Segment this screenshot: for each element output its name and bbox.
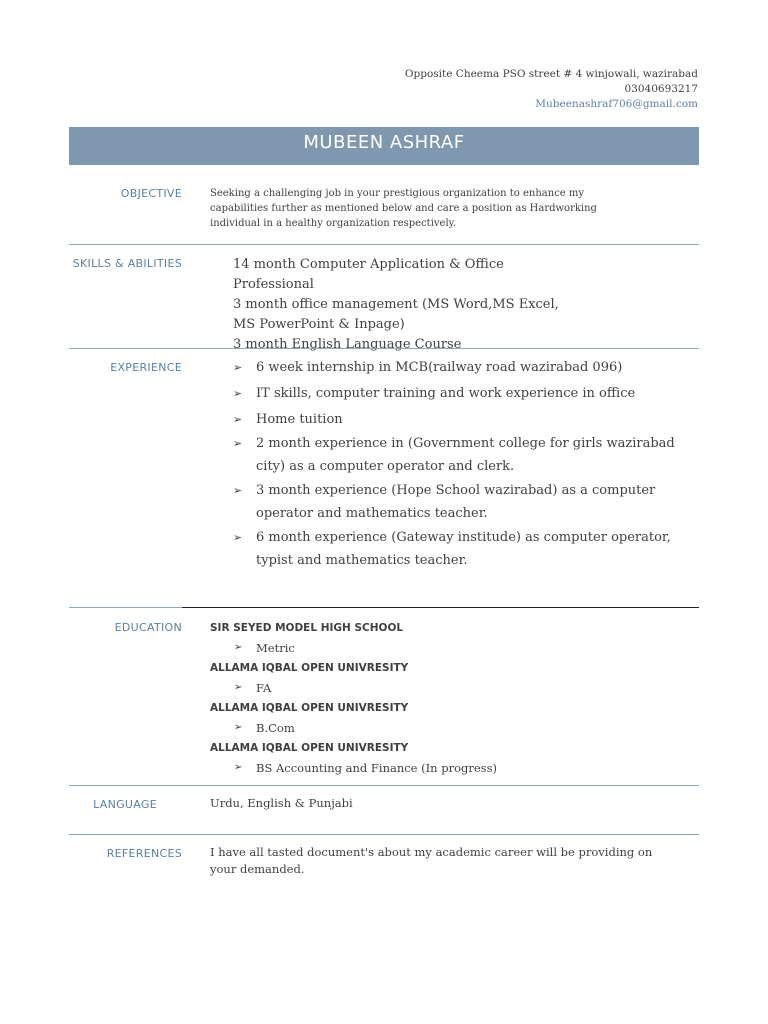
- experience-label: EXPERIENCE: [110, 361, 182, 374]
- objective-text: Seeking a challenging job in your prestigious organization to enhance my capabilities further as mentioned below and care a position as Hardworking individual in a healthy organization respectively.: [210, 188, 597, 230]
- arrow-bullet-icon: ➢: [234, 722, 243, 733]
- contact-block: [405, 67, 698, 112]
- arrow-bullet-icon: ➢: [233, 386, 243, 400]
- degree-text: FA: [256, 681, 272, 695]
- experience-item-text: 6 week internship in MCB(railway road wazirabad 096): [256, 360, 623, 375]
- arrow-bullet-icon: ➢: [234, 642, 243, 653]
- experience-item-text: IT skills, computer training and work experience in office: [256, 385, 636, 401]
- section-divider: [69, 348, 699, 349]
- section-divider: [69, 834, 699, 835]
- school-name: SIR SEYED MODEL HIGH SCHOOL: [210, 622, 404, 634]
- language-text: Urdu, English & Punjabi: [210, 796, 353, 810]
- skills-label: SKILLS & ABILITIES: [72, 257, 182, 270]
- references-label: REFERENCES: [106, 847, 182, 860]
- email-link[interactable]: Mubeenashraf706@gmail.com: [535, 98, 698, 110]
- experience-item: [233, 526, 698, 573]
- degree-item: [210, 759, 690, 779]
- address: Opposite Cheema PSO street # 4 winjowali, wazirabad: [404, 68, 698, 80]
- objective-label: OBJECTIVE: [120, 187, 182, 200]
- degree-text: Metric: [256, 641, 295, 655]
- experience-item-text: 3 month experience (Hope School wazirabad) as a computer operator and mathematics teacher.: [256, 482, 656, 521]
- experience-item: [233, 432, 698, 479]
- arrow-bullet-icon: ➢: [234, 762, 243, 773]
- experience-item: [233, 479, 698, 526]
- skill-item: 3 month office management (MS Word,MS Excel, MS PowerPoint & Inpage): [233, 297, 559, 332]
- arrow-bullet-icon: ➢: [233, 436, 243, 450]
- experience-item: [233, 356, 698, 380]
- phone: 03040693217: [624, 83, 698, 95]
- degree-item: [210, 679, 690, 699]
- school-name: ALLAMA IQBAL OPEN UNIVRESITY: [210, 662, 409, 674]
- experience-item: [233, 408, 698, 432]
- degree-item: [210, 719, 690, 739]
- arrow-bullet-icon: ➢: [234, 682, 243, 693]
- degree-item: [210, 639, 690, 659]
- degree-text: B.Com: [256, 721, 295, 735]
- skill-item: 14 month Computer Application & Office Professional: [233, 257, 504, 292]
- education-label: EDUCATION: [114, 621, 182, 634]
- skills-list: [233, 255, 573, 355]
- section-divider: [69, 607, 182, 608]
- references-text: I have all tasted document's about my academic career will be providing on your demanded.: [210, 845, 653, 876]
- experience-item-text: 6 month experience (Gateway institude) as computer operator, typist and mathematics teacher.: [256, 529, 671, 568]
- arrow-bullet-icon: ➢: [233, 483, 243, 497]
- experience-item: [233, 382, 698, 406]
- name-header: MUBEEN ASHRAF: [69, 127, 699, 165]
- arrow-bullet-icon: ➢: [233, 413, 243, 426]
- section-divider-dark: [182, 607, 699, 608]
- experience-list: [233, 356, 698, 573]
- skill-item: 3 month English Language Course: [233, 337, 462, 352]
- arrow-bullet-icon: ➢: [233, 530, 243, 544]
- arrow-bullet-icon: ➢: [233, 361, 243, 374]
- school-name: ALLAMA IQBAL OPEN UNIVRESITY: [210, 702, 409, 714]
- school-name: ALLAMA IQBAL OPEN UNIVRESITY: [210, 742, 409, 754]
- degree-text: BS Accounting and Finance (In progress): [256, 761, 497, 775]
- experience-item-text: Home tuition: [256, 412, 343, 427]
- language-label: LANGUAGE: [93, 798, 157, 811]
- section-divider: [69, 785, 699, 786]
- section-divider: [69, 244, 699, 245]
- experience-item-text: 2 month experience in (Government college for girls wazirabad city) as a computer operator and clerk.: [256, 435, 675, 474]
- education-list: [210, 619, 690, 779]
